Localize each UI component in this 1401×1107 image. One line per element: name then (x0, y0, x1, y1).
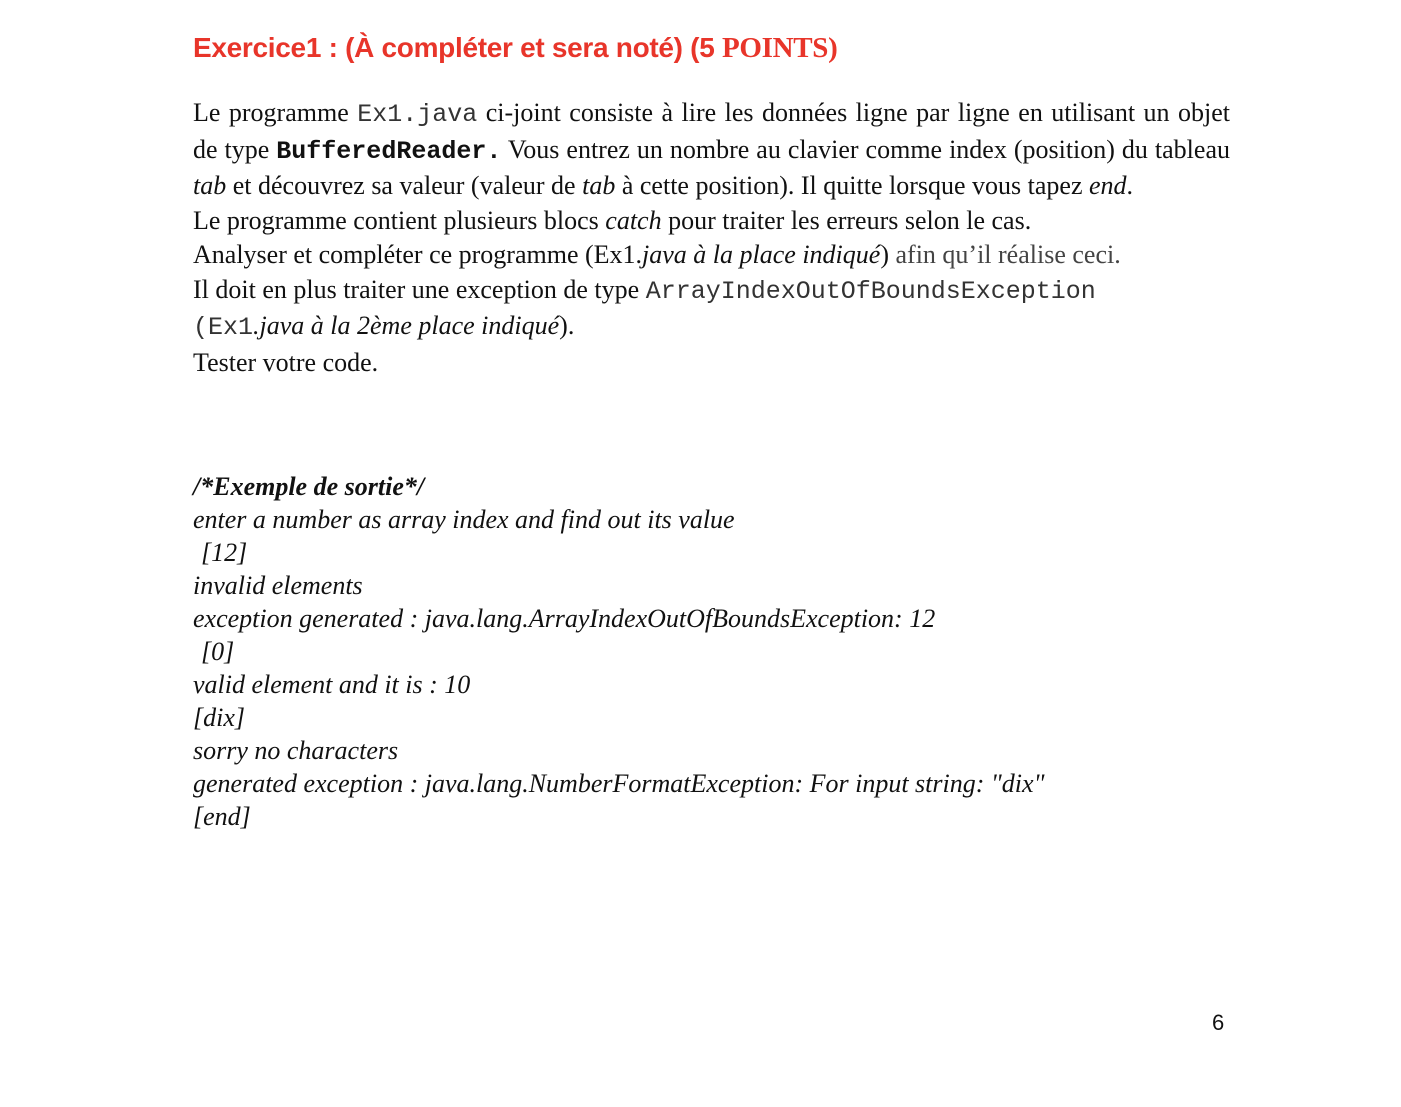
intro-paragraph (193, 96, 1230, 204)
tab-term-2: tab (582, 171, 616, 200)
intro-text-6: . (1126, 171, 1134, 200)
buffered-reader-code: BufferedReader. (276, 136, 502, 166)
output-line: [0] (201, 637, 235, 666)
catch-text-2: pour traiter les erreurs selon le cas. (661, 205, 1032, 235)
file-name-code: Ex1.java (357, 100, 478, 129)
ex1-code: (Ex1 (193, 313, 254, 342)
end-term: end (1089, 171, 1127, 200)
output-heading: /*Exemple de sortie*/ (193, 472, 425, 501)
output-line: sorry no characters (193, 736, 399, 765)
title-points-part: POINTS) (721, 32, 838, 64)
analyze-paragraph (193, 238, 1230, 273)
output-line: [12] (201, 538, 248, 567)
page-number: 6 (1212, 1010, 1225, 1035)
exception-paragraph (193, 273, 1230, 346)
catch-paragraph (193, 204, 1230, 239)
output-line: enter a number as array index and find out its value (193, 505, 735, 534)
exception-type-code: ArrayIndexOutOfBoundsException (645, 276, 1096, 306)
analyze-place: java à la place indiqué (642, 240, 881, 269)
exercise-instructions (193, 96, 1230, 380)
catch-term: catch (605, 205, 662, 235)
output-line: generated exception : java.lang.NumberFormatException: For input string: "dix" (193, 769, 1045, 798)
output-line: invalid elements (193, 571, 363, 600)
output-line: valid element and it is : 10 (193, 670, 471, 699)
intro-text-5: à cette position). Il quitte lorsque vous tapez (615, 171, 1089, 200)
test-paragraph (193, 346, 1230, 381)
test-text: Tester votre code. (193, 347, 379, 377)
sample-output (193, 470, 1045, 833)
intro-text-4: et découvrez sa valeur (valeur de (226, 171, 583, 200)
exception-text-2: ). (559, 311, 575, 340)
title-sans-part: Exercice1 : (À compléter et sera noté) (5 (193, 32, 722, 63)
tab-term-1: tab (193, 171, 227, 200)
output-line: exception generated : java.lang.ArrayIndexOutOfBoundsException: 12 (193, 604, 936, 633)
exception-text-1: Il doit en plus traiter une exception de type (193, 274, 646, 304)
intro-text-2: ci-joint consiste à lire les données ligne par ligne en utilisant un objet de type (193, 98, 1230, 164)
exercise-title (193, 32, 837, 65)
analyze-text-2: ) (880, 240, 896, 269)
output-line: [dix] (193, 703, 245, 732)
analyze-text-3: afin qu’il réalise ceci. (895, 240, 1121, 269)
intro-text-3: Vous entrez un nombre au clavier comme index (position) du tableau (501, 134, 1230, 164)
output-line: [end] (193, 802, 251, 831)
catch-text-1: Le programme contient plusieurs blocs (193, 205, 606, 235)
second-place: .java à la 2ème place indiqué (253, 311, 560, 340)
analyze-text-1: Analyser et compléter ce programme (Ex1. (193, 240, 643, 269)
intro-text-1: Le programme (193, 98, 358, 127)
